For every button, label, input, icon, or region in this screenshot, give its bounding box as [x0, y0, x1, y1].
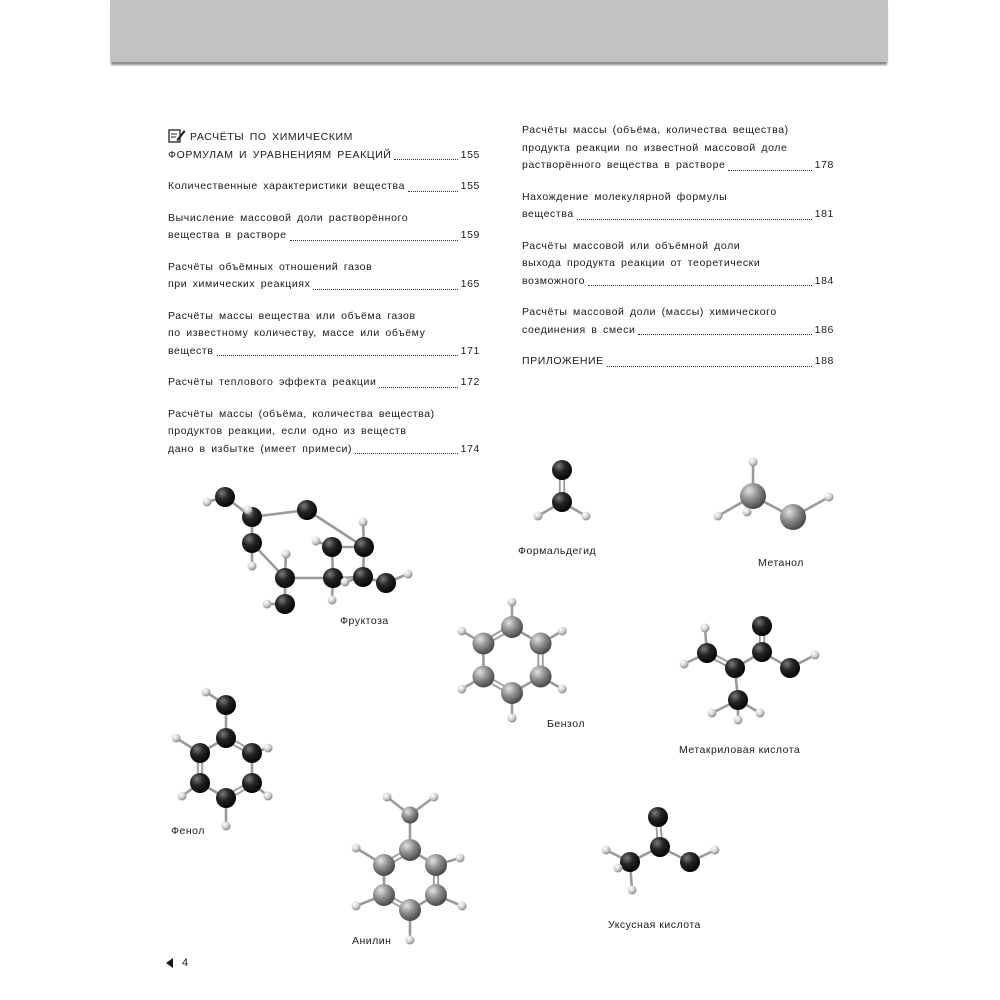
- hydrogen-atom: [264, 792, 273, 801]
- toc-entry-text: Расчёты массы вещества или объёма газов: [168, 309, 416, 322]
- atom: [530, 666, 552, 688]
- label-fructose: Фруктоза: [340, 615, 389, 627]
- atom: [297, 500, 317, 520]
- left-triangle-icon: [166, 958, 174, 968]
- toc-entry-text: вещества в растворе: [168, 229, 287, 241]
- atom: [399, 899, 421, 921]
- atom: [472, 666, 494, 688]
- atom: [697, 643, 717, 663]
- label-aniline: Анилин: [352, 935, 392, 947]
- label-phenol: Фенол: [171, 825, 205, 837]
- hydrogen-atom: [359, 518, 368, 527]
- hydrogen-atom: [328, 596, 337, 605]
- atom: [190, 773, 210, 793]
- atom: [216, 728, 236, 748]
- atom: [373, 854, 395, 876]
- toc-entry-text: Расчёты массовой или объёмной доли: [522, 239, 741, 252]
- toc-page-number: 186: [814, 323, 834, 336]
- toc-entry-text: продукта реакции по известной массовой доле: [522, 141, 788, 154]
- label-methacrylic-acid: Метакриловая кислота: [679, 744, 801, 756]
- hydrogen-atom: [264, 744, 273, 753]
- toc-entry-text: РАСЧЁТЫ ПО ХИМИЧЕСКИМ: [190, 131, 354, 143]
- page-folio: [166, 957, 188, 969]
- hydrogen-atom: [222, 822, 231, 831]
- hydrogen-atom: [458, 902, 467, 911]
- hydrogen-atom: [312, 537, 321, 546]
- toc-entry-text: выхода продукта реакции от теоретически: [522, 257, 761, 269]
- toc-entry-text: соединения в смеси: [522, 323, 636, 336]
- hydrogen-atom: [352, 844, 361, 853]
- atom: [620, 852, 640, 872]
- toc-page-number: 188: [814, 355, 834, 367]
- hydrogen-atom: [811, 651, 820, 660]
- hydrogen-atom: [352, 902, 361, 911]
- hydrogen-atom: [711, 846, 720, 855]
- atom: [242, 743, 262, 763]
- hydrogen-atom: [341, 578, 350, 587]
- atom: [275, 594, 295, 614]
- hydrogen-atom: [457, 627, 466, 636]
- atom: [552, 492, 572, 512]
- hydrogen-atom: [708, 709, 717, 718]
- hydrogen-atom: [734, 716, 743, 725]
- atom: [216, 788, 236, 808]
- atom: [353, 567, 373, 587]
- atom: [740, 483, 766, 509]
- atom: [648, 807, 668, 827]
- hydrogen-atom: [172, 734, 181, 743]
- toc-entry-text: Расчёты массы (объёма, количества вещества): [522, 124, 789, 136]
- hydrogen-atom: [178, 792, 187, 801]
- toc-entry-text: при химических реакциях: [168, 278, 311, 290]
- atom: [242, 773, 262, 793]
- toc-page-number: 165: [460, 278, 480, 290]
- toc-page-number: 178: [814, 159, 834, 171]
- atom: [402, 807, 419, 824]
- toc-entry-text: дано в избытке (имеет примеси): [168, 442, 353, 455]
- hydrogen-atom: [203, 498, 212, 507]
- atom: [725, 658, 745, 678]
- toc-entry-text: Расчёты массы (объёма, количества вещества): [168, 407, 435, 420]
- atom: [190, 743, 210, 763]
- hydrogen-atom: [383, 793, 392, 802]
- label-acetic-acid: Уксусная кислота: [608, 919, 701, 931]
- toc-page-number: 181: [814, 208, 834, 220]
- atom: [501, 682, 523, 704]
- atom: [425, 854, 447, 876]
- toc-entry-text: Расчёты массовой доли (массы) химического: [522, 306, 777, 318]
- hydrogen-atom: [456, 854, 465, 863]
- hydrogen-atom: [508, 714, 517, 723]
- hydrogen-atom: [263, 600, 272, 609]
- atom: [728, 690, 748, 710]
- hydrogen-atom: [558, 685, 567, 694]
- hydrogen-atom: [406, 936, 415, 945]
- label-benzene: Бензол: [547, 718, 585, 730]
- hydrogen-atom: [680, 660, 689, 669]
- hydrogen-atom: [508, 598, 517, 607]
- toc-entry-text: вещества: [522, 208, 574, 220]
- toc-page-number: 184: [814, 274, 834, 287]
- hydrogen-atom: [701, 624, 710, 633]
- hydrogen-atom: [534, 512, 543, 521]
- toc-page-number: 174: [460, 442, 480, 455]
- hydrogen-atom: [244, 506, 253, 515]
- hydrogen-atom: [457, 685, 466, 694]
- atom: [425, 884, 447, 906]
- hydrogen-atom: [743, 508, 752, 517]
- atom: [780, 658, 800, 678]
- page-number: 4: [182, 957, 189, 969]
- hydrogen-atom: [202, 688, 211, 697]
- atom: [275, 568, 295, 588]
- toc-entry-text: Нахождение молекулярной формулы: [522, 190, 728, 203]
- hydrogen-atom: [430, 793, 439, 802]
- toc-entry-text: возможного: [522, 274, 586, 287]
- toc-entry-text: по известному количеству, массе или объёму: [168, 327, 426, 339]
- toc-entry-text: веществ: [168, 344, 214, 357]
- toc-entry-text: ПРИЛОЖЕНИЕ: [522, 355, 604, 367]
- hydrogen-atom: [404, 570, 413, 579]
- toc-page-number: 155: [460, 180, 480, 192]
- atom: [322, 537, 342, 557]
- atom: [399, 839, 421, 861]
- toc-page-number: 155: [460, 148, 480, 161]
- atom: [501, 616, 523, 638]
- hydrogen-atom: [714, 512, 723, 521]
- atom: [242, 533, 262, 553]
- atom: [530, 633, 552, 655]
- toc-entry-text: ФОРМУЛАМ И УРАВНЕНИЯМ РЕАКЦИЙ: [168, 148, 392, 161]
- hydrogen-atom: [282, 550, 291, 559]
- label-methanol: Метанол: [758, 557, 804, 569]
- hydrogen-atom: [602, 846, 611, 855]
- toc-entry-text: Вычисление массовой доли растворённого: [168, 211, 409, 224]
- hydrogen-atom: [248, 562, 257, 571]
- toc-page-number: 159: [460, 229, 480, 241]
- atom: [376, 573, 396, 593]
- atom: [752, 642, 772, 662]
- atom: [215, 487, 235, 507]
- toc-entry-text: Количественные характеристики вещества: [168, 180, 406, 192]
- toc-entry-text: Расчёты теплового эффекта реакции: [168, 376, 377, 388]
- atom: [780, 504, 806, 530]
- atom: [680, 852, 700, 872]
- atom: [472, 633, 494, 655]
- atom: [373, 884, 395, 906]
- hydrogen-atom: [825, 493, 834, 502]
- toc-entry-text: продуктов реакции, если одно из веществ: [168, 425, 407, 437]
- hydrogen-atom: [614, 864, 623, 873]
- atom: [650, 837, 670, 857]
- toc-entry-text: Расчёты объёмных отношений газов: [168, 260, 373, 273]
- atom: [552, 460, 572, 480]
- hydrogen-atom: [628, 886, 637, 895]
- atom: [323, 568, 343, 588]
- toc-entry-text: растворённого вещества в растворе: [522, 159, 726, 171]
- atom: [354, 537, 374, 557]
- hydrogen-atom: [756, 709, 765, 718]
- atom: [752, 616, 772, 636]
- toc-page-number: 171: [460, 344, 480, 357]
- hydrogen-atom: [558, 627, 567, 636]
- toc-page-number: 172: [460, 376, 480, 388]
- label-formaldehyde: Формальдегид: [518, 545, 597, 557]
- hydrogen-atom: [582, 512, 591, 521]
- atom: [216, 695, 236, 715]
- hydrogen-atom: [749, 458, 758, 467]
